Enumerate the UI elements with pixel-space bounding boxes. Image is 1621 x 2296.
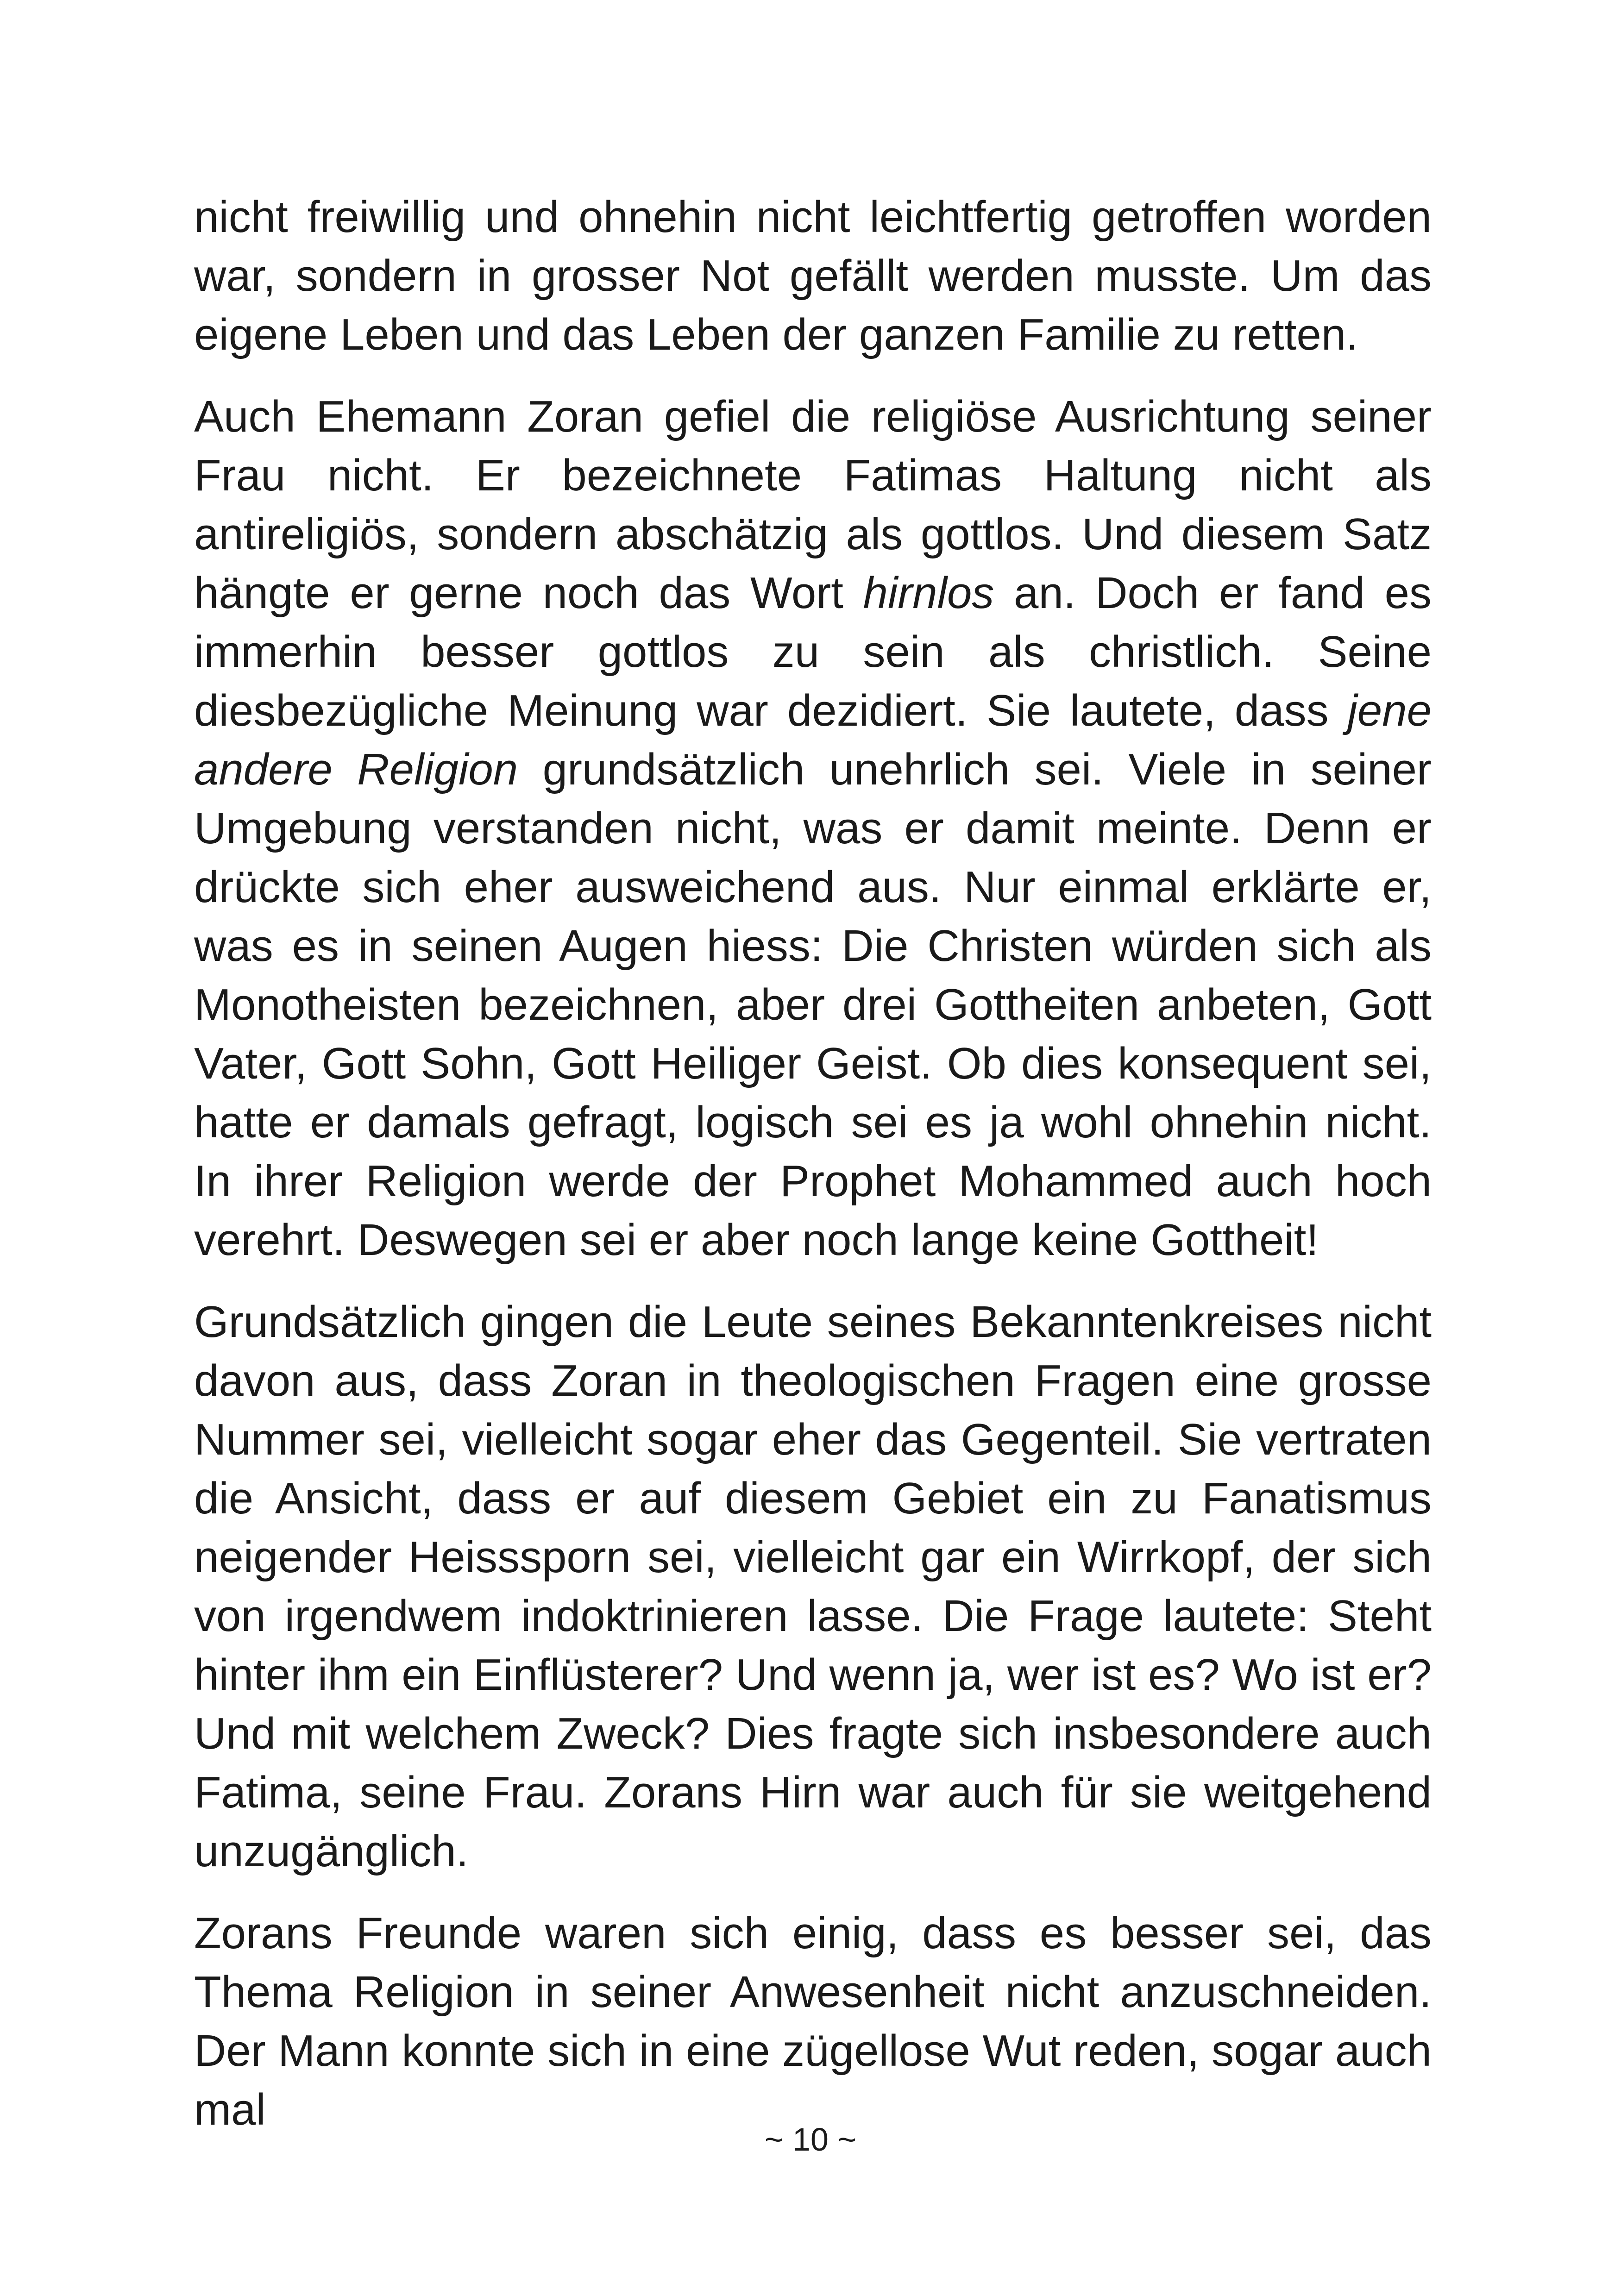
text-segment: Grundsätzlich gingen die Leute seines Bekanntenkreises nicht davon aus, dass Zoran in theologischen Fragen eine grosse Nummer sei, vielleicht sogar eher das Gegenteil. Sie vertraten die Ansicht, dass er auf diesem Gebiet ein zu Fanatismus neigender Heisssporn sei, vielleicht gar ein Wirrkopf, der sich von irgendwem indoktrinieren lasse. Die Frage lautete: Steht hinter ihm ein Einflüsterer? Und wenn ja, wer ist es? Wo ist er? Und mit welchem Zweck? Dies fragte sich insbesondere auch Fatima, seine Frau. Zorans Hirn war auch für sie weitgehend unzugänglich.	[194, 1297, 1432, 1876]
text-segment: Auch Ehemann Zoran gefiel die religiöse Ausrichtung seiner Frau nicht. Er bezeichnete Fatimas Haltung nicht als antireligiös, sondern abschätzig als gottlos. Und diesem Satz hängte er gerne noch das Wort	[194, 392, 1432, 618]
paragraph-3	[194, 1292, 1432, 1881]
body-text	[194, 188, 1432, 2139]
text-segment: nicht freiwillig und ohnehin nicht leichtfertig getroffen worden war, sondern in grosser Not gefällt werden musste. Um das eigene Leben und das Leben der ganzen Familie zu retten.	[194, 192, 1432, 359]
text-segment: Zorans Freunde waren sich einig, dass es besser sei, das Thema Religion in seiner Anwesenheit nicht anzuschneiden. Der Mann konnte sich in eine zügellose Wut reden, sogar auch mal	[194, 1908, 1432, 2134]
italic-term: hirnlos	[863, 568, 994, 618]
paragraph-4	[194, 1904, 1432, 2139]
text-segment: grundsätzlich unehrlich sei. Viele in seiner Umgebung verstanden nicht, was er damit meinte. Denn er drückte sich eher ausweichend aus. Nur einmal erklärte er, was es in seinen Augen hiess: Die Christen würden sich als Monotheisten bezeichnen, aber drei Gottheiten anbeten, Gott Vater, Gott Sohn, Gott Heiliger Geist. Ob dies konsequent sei, hatte er damals gefragt, logisch sei es ja wohl ohnehin nicht. In ihrer Religion werde der Prophet Mohammed auch hoch verehrt. Deswegen sei er aber noch lange keine Gottheit!	[194, 745, 1432, 1265]
page-number: ~ 10 ~	[764, 2121, 857, 2158]
text-segment: an. Doch er fand es immerhin besser gottlos zu sein als christlich. Seine diesbezügliche Meinung war dezidiert. Sie lautete, dass	[194, 568, 1432, 735]
paragraph-1	[194, 188, 1432, 364]
italic-term: jene andere Religion	[194, 686, 1432, 794]
paragraph-2	[194, 387, 1432, 1269]
